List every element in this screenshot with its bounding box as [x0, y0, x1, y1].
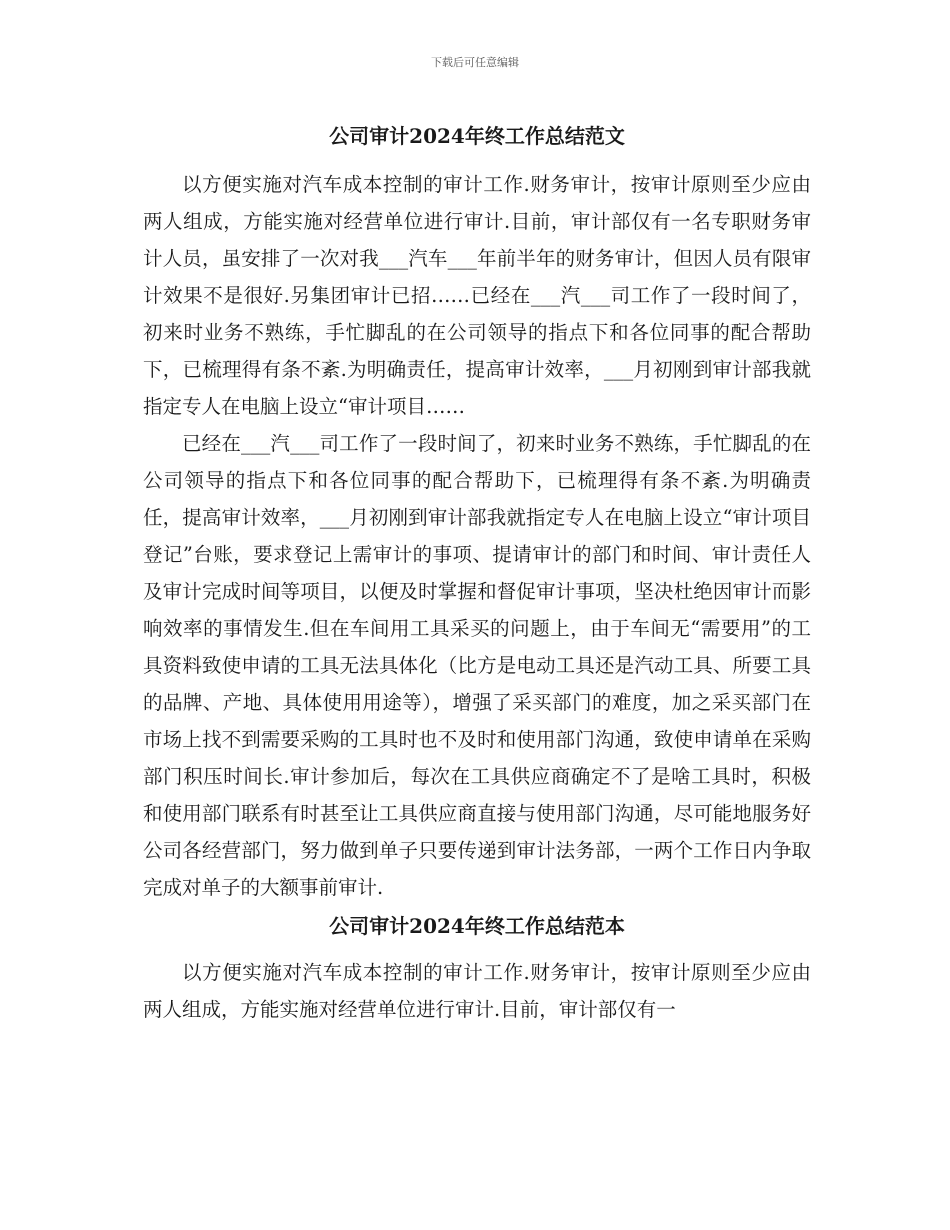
- paragraph-1: 以方便实施对汽车成本控制的审计工作.财务审计，按审计原则至少应由两人组成，方能实施对经营单位进行审计.目前，审计部仅有一名专职财务审计人员，虽安排了一次对我___汽车___年前半年的财务审计，但因人员有限审计效果不是很好.另集团审计已招……已经在___汽___司工作了一段时间了，初来时业务不熟练，手忙脚乱的在公司领导的指点下和各位同事的配合帮助下，已梳理得有条不紊.为明确责任，提高审计效率，___月初刚到审计部我就指定专人在电脑上设立“审计项目……: [143, 173, 811, 418]
- paragraph-3: 以方便实施对汽车成本控制的审计工作.财务审计，按审计原则至少应由两人组成，方能实施对经营单位进行审计.目前，审计部仅有一: [143, 961, 811, 1021]
- section-title-2: 公司审计2024年终工作总结范本: [329, 914, 625, 938]
- page-header-note: 下载后可任意编辑: [431, 56, 519, 69]
- section-title-1: 公司审计2024年终工作总结范文: [329, 124, 625, 148]
- document-body: [143, 118, 811, 1028]
- paragraph-2: 已经在___汽___司工作了一段时间了，初来时业务不熟练，手忙脚乱的在公司领导的指点下和各位同事的配合帮助下，已梳理得有条不紊.为明确责任，提高审计效率，___月初刚到审计部我就指定专人在电脑上设立“审计项目登记”台账，要求登记上需审计的事项、提请审计的部门和时间、审计责任人及审计完成时间等项目，以便及时掌握和督促审计事项，坚决杜绝因审计而影响效率的事情发生.但在车间用工具采买的问题上，由于车间无“需要用”的工具资料致使申请的工具无法具体化（比方是电动工具还是汽动工具、所要工具的品牌、产地、具体使用用途等），增强了采买部门的难度，加之采买部门在市场上找不到需要采购的工具时也不及时和使用部门沟通，致使申请单在采购部门积压时间长.审计参加后，每次在工具供应商确定不了是啥工具时，积极和使用部门联系有时甚至让工具供应商直接与使用部门沟通，尽可能地服务好公司各经营部门，努力做到单子只要传递到审计法务部，一两个工作日内争取完成对单子的大额事前审计.: [143, 432, 811, 899]
